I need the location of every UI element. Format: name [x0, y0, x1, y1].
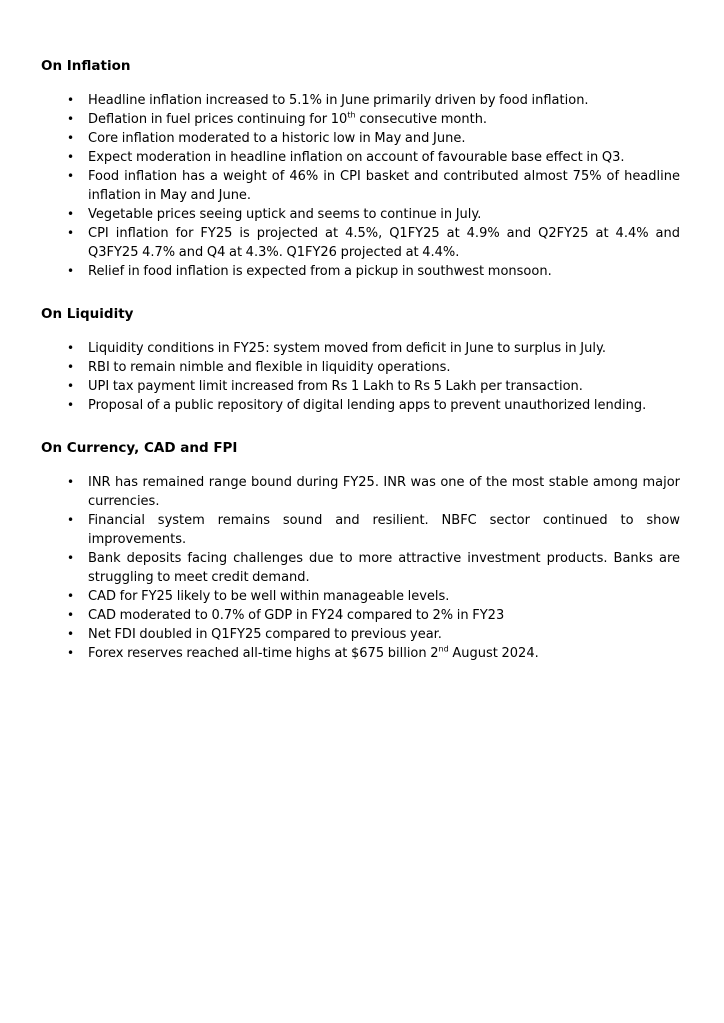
- bullet-item: [88, 511, 680, 549]
- bullet-item: [88, 644, 680, 663]
- bullet-text: Liquidity conditions in FY25: system moved from deficit in June to surplus in July.: [88, 341, 606, 356]
- bullet-item: [88, 473, 680, 511]
- bullet-text: Vegetable prices seeing uptick and seems to continue in July.: [88, 207, 482, 222]
- bullet-text: RBI to remain nimble and flexible in liquidity operations.: [88, 360, 451, 375]
- bullet-text: UPI tax payment limit increased from Rs 1 Lakh to Rs 5 Lakh per transaction.: [88, 379, 583, 394]
- bullet-text: Proposal of a public repository of digital lending apps to prevent unauthorized lending.: [88, 398, 647, 413]
- bullet-text: CAD for FY25 likely to be well within manageable levels.: [88, 589, 450, 604]
- bullet-text: CAD moderated to 0.7% of GDP in FY24 compared to 2% in FY23: [88, 608, 505, 623]
- bullet-text: August 2024.: [448, 646, 539, 661]
- bullet-item: [88, 110, 680, 129]
- bullet-item: [88, 129, 680, 148]
- bullet-text: Bank deposits facing challenges due to more attractive investment products. Banks are struggling to meet credit demand.: [88, 551, 680, 585]
- bullet-text: CPI inflation for FY25 is projected at 4.5%, Q1FY25 at 4.9% and Q2FY25 at 4.4% and Q3FY25 4.7% and Q4 at 4.3%. Q1FY26 projected at 4.4%.: [88, 226, 680, 260]
- section-heading: On Inflation: [41, 58, 131, 74]
- bullet-text: Relief in food inflation is expected from a pickup in southwest monsoon.: [88, 264, 552, 279]
- bullet-item: [88, 625, 680, 644]
- bullet-item: [88, 587, 680, 606]
- bullet-text: Deflation in fuel prices continuing for 10: [88, 112, 348, 127]
- document-section: [41, 57, 680, 281]
- document-section: [41, 439, 680, 663]
- bullet-item: [88, 91, 680, 110]
- superscript-text: nd: [438, 644, 449, 654]
- bullet-text: Forex reserves reached all-time highs at $675 billion 2: [88, 646, 439, 661]
- bullet-item: [88, 606, 680, 625]
- bullet-text: Food inflation has a weight of 46% in CPI basket and contributed almost 75% of headline inflation in May and June.: [88, 169, 680, 203]
- bullet-item: [88, 262, 680, 281]
- bullet-item: [88, 339, 680, 358]
- bullet-item: [88, 358, 680, 377]
- bullet-list: [41, 91, 680, 281]
- bullet-text: Net FDI doubled in Q1FY25 compared to previous year.: [88, 627, 442, 642]
- bullet-text: consecutive month.: [355, 112, 488, 127]
- section-heading: On Currency, CAD and FPI: [41, 440, 238, 456]
- bullet-list: [41, 339, 680, 415]
- bullet-text: INR has remained range bound during FY25. INR was one of the most stable among major currencies.: [88, 475, 680, 509]
- bullet-list: [41, 473, 680, 663]
- bullet-item: [88, 224, 680, 262]
- bullet-item: [88, 377, 680, 396]
- bullet-text: Headline inflation increased to 5.1% in June primarily driven by food inflation.: [88, 93, 589, 108]
- document-section: [41, 305, 680, 415]
- bullet-item: [88, 167, 680, 205]
- bullet-item: [88, 205, 680, 224]
- bullet-item: [88, 148, 680, 167]
- superscript-text: th: [347, 110, 356, 120]
- bullet-item: [88, 396, 680, 415]
- document-sections: [41, 57, 680, 663]
- section-heading: On Liquidity: [41, 306, 134, 322]
- bullet-text: Core inflation moderated to a historic low in May and June.: [88, 131, 466, 146]
- bullet-text: Financial system remains sound and resilient. NBFC sector continued to show improvements.: [88, 513, 680, 547]
- bullet-item: [88, 549, 680, 587]
- bullet-text: Expect moderation in headline inflation on account of favourable base effect in Q3.: [88, 150, 625, 165]
